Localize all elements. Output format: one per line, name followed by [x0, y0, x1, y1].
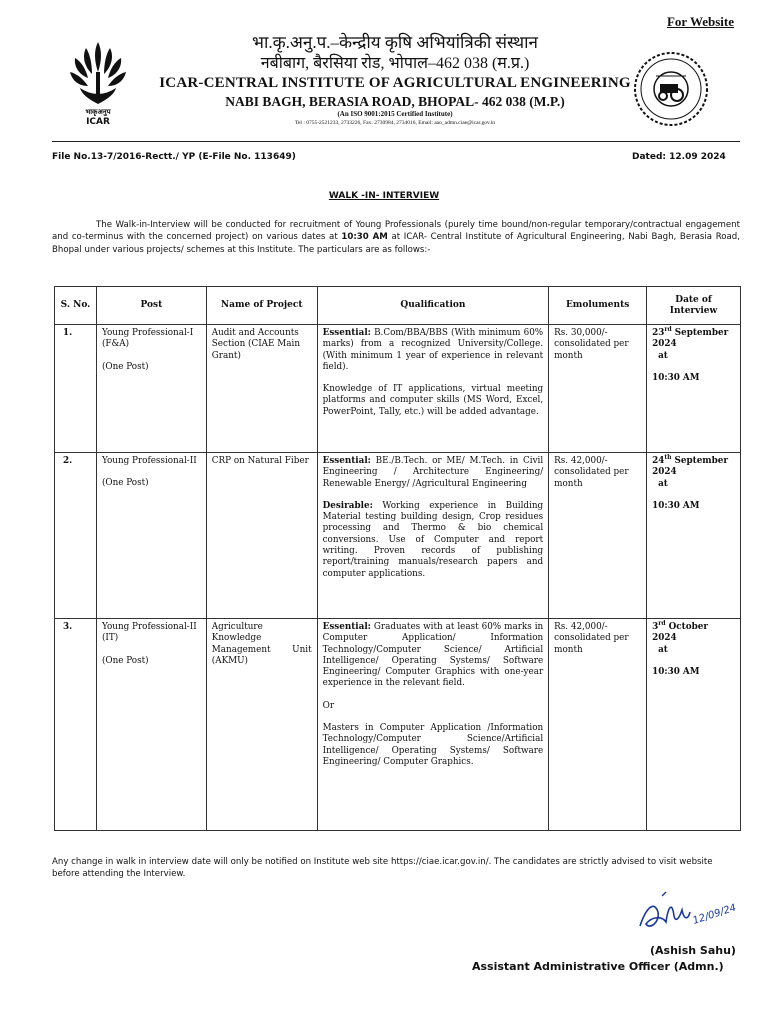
date-month-year: October 2024: [652, 622, 708, 644]
date-suffix: rd: [658, 620, 666, 628]
desirable-label: Desirable:: [322, 500, 373, 511]
date-time: 10:30 AM: [652, 666, 700, 677]
date-month-year: September 2024: [652, 456, 728, 478]
masters-text: Masters in Computer Application /Information Technology/Computer Science/Artificial Intelligence/ Operating Systems/ Software Engineering/ Computer Graphics.: [322, 723, 544, 767]
row-date: [647, 619, 741, 831]
table-row: [55, 453, 741, 619]
table-header-row: [55, 287, 741, 325]
date-time: 10:30 AM: [652, 500, 700, 511]
file-number: File No.13-7/2016-Rectt./ YP (E-File No. 113649): [52, 152, 296, 162]
icar-logo: [66, 38, 130, 128]
row-emoluments: Rs. 42,000/- consolidated per month: [549, 619, 647, 831]
date-time: 10:30 AM: [652, 372, 700, 383]
row-date: [647, 453, 741, 619]
handwritten-signature: [632, 886, 742, 946]
hindi-address: नबीबाग, बैरसिया रोड, भोपाल–462 038 (म.प्र.): [260, 55, 530, 72]
essential-text: Graduates with at least 60% marks in Computer Application/ Information Technology/Computer Science/ Artificial Intelligence/ Operating Systems/ Software Engineering/ Computer Graphics with one-year experience in the relevant field.: [322, 622, 544, 689]
posts-table: [54, 286, 741, 831]
document-date: Dated: 12.09 2024: [632, 152, 726, 162]
row-project: Audit and Accounts Section (CIAE Main Grant): [206, 325, 317, 453]
row-project: CRP on Natural Fiber: [206, 453, 317, 619]
header-date: Date of Interview: [647, 287, 741, 325]
date-month-year: September 2024: [652, 328, 729, 350]
header-qualification: Qualification: [317, 287, 549, 325]
footer-note: Any change in walk in interview date will only be notified on Institute web site https://ciae.icar.gov.in/. The candidates are strictly advised to visit website before attending the Interview.: [52, 857, 713, 880]
ciae-seal-logo: [632, 50, 710, 128]
essential-label: Essential:: [322, 622, 371, 632]
date-suffix: rd: [664, 326, 672, 334]
header-divider: [52, 141, 740, 142]
row-project: Agriculture Knowledge Management Unit (AKMU): [206, 619, 317, 831]
row-qualification: [317, 453, 549, 619]
table-row: [55, 325, 741, 453]
intro-time: 10:30 AM: [341, 232, 388, 243]
essential-label: Essential:: [322, 328, 371, 338]
table-row: [55, 619, 741, 831]
date-at: at: [658, 350, 668, 361]
header-sno: S. No.: [55, 287, 97, 325]
signatory-name: (Ashish Sahu): [650, 944, 736, 957]
post-name: Young Professional-II (IT): [101, 622, 197, 644]
signatory-designation: Assistant Administrative Officer (Admn.): [472, 960, 724, 973]
intro-paragraph: [52, 219, 740, 256]
header-post: Post: [96, 287, 206, 325]
intro-text-2: at ICAR- Central Institute of Agricultural Engineering, Nabi Bagh, Berasia Road, Bhopal under various projects/ schemes at this Institute. The particulars are as follows:-: [52, 232, 740, 255]
date-at: at: [658, 478, 668, 489]
row-qualification: [317, 619, 549, 831]
svg-text:12/09/24: 12/09/24: [691, 902, 738, 927]
essential-label: Essential:: [322, 456, 371, 466]
row-sno: 1.: [55, 325, 97, 453]
essential-text: BE./B.Tech. or ME/ M.Tech. in Civil Engineering / Architecture Engineering/ Renewable Energy/ /Agricultural Engineering: [322, 456, 544, 489]
date-day: 23: [652, 328, 665, 338]
english-address: NABI BAGH, BERASIA ROAD, BHOPAL- 462 038 (M.P.): [225, 94, 565, 109]
post-count: (One Post): [101, 361, 149, 372]
row-post: [96, 619, 206, 831]
row-sno: 2.: [55, 453, 97, 619]
row-qualification: [317, 325, 549, 453]
or-text: Or: [322, 700, 335, 711]
desirable-text: Working experience in Building Material testing building design, Crop residues processing and Thermo & bio chemical conversions. Use of Computer and report writing. Proven records of publishing report/training manuals/research papers and computer applications.: [322, 500, 544, 579]
date-at: at: [658, 644, 668, 655]
date-day: 24: [652, 456, 665, 466]
post-count: (One Post): [101, 655, 149, 666]
post-count: (One Post): [101, 478, 149, 489]
for-website-label: For Website: [666, 14, 734, 29]
contact-line: Tel : 0755-2521233, 2733226, Fax: 2730984, 2734016, Email: aao_admn.ciae@icar.gov.in: [295, 120, 495, 126]
svg-text:ICAR: ICAR: [86, 117, 110, 127]
row-post: [96, 325, 206, 453]
header-emoluments: Emoluments: [549, 287, 647, 325]
row-emoluments: Rs. 42,000/- consolidated per month: [549, 453, 647, 619]
row-date: [647, 325, 741, 453]
hindi-institute-name: भा.कृ.अनु.प.–केन्द्रीय कृषि अभियांत्रिकी संस्थान: [252, 33, 538, 52]
date-suffix: th: [664, 454, 672, 462]
post-name: Young Professional-II: [101, 456, 197, 466]
date-day: 3: [652, 622, 659, 632]
institute-header: [150, 32, 640, 127]
extra-text: Knowledge of IT applications, virtual meeting platforms and computer skills (MS Word, Excel, PowerPoint, Tally, etc.) will be added advantage.: [322, 384, 544, 417]
intro-text-1: The Walk-in-Interview will be conducted for recruitment of Young Professionals (purely time bound/non-regular temporary/contractual engagement and co-terminus with the concerned project) on various dates at: [52, 220, 740, 243]
essential-text: B.Com/BBA/BBS (With minimum 60% marks) from a recognized University/College. (With minimum 1 year of experience in relevant field).: [322, 328, 544, 372]
document-title: WALK -IN- INTERVIEW: [328, 191, 440, 201]
svg-text:भाकृअनुप: भाकृअनुप: [85, 108, 111, 116]
post-name: Young Professional-I (F&A): [101, 328, 194, 350]
row-post: [96, 453, 206, 619]
iso-certification: (An ISO 9001:2015 Certified Institute): [337, 110, 453, 118]
row-sno: 3.: [55, 619, 97, 831]
row-emoluments: Rs. 30,000/- consolidated per month: [549, 325, 647, 453]
english-institute-name: ICAR-CENTRAL INSTITUTE OF AGRICULTURAL ENGINEERING: [159, 75, 631, 91]
header-project: Name of Project: [206, 287, 317, 325]
